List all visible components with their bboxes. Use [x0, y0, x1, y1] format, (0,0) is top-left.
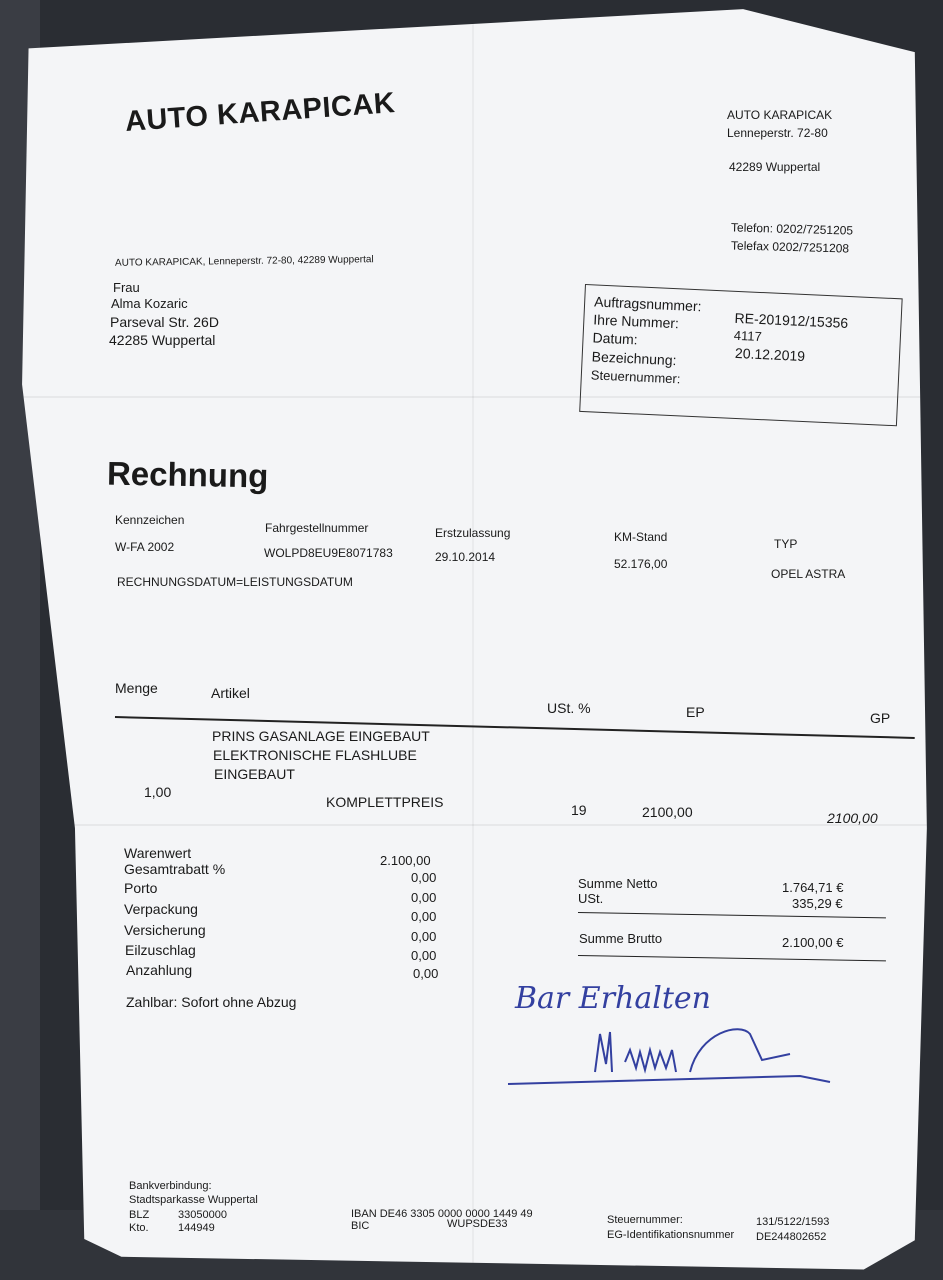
vehicle-header: TYP — [774, 537, 798, 551]
items-header: EP — [686, 704, 705, 720]
totals-rule — [578, 912, 886, 918]
recipient-name: Alma Kozaric — [111, 296, 188, 311]
your-number: 4117 — [733, 327, 763, 345]
signature-text: Bar Erhalten — [515, 981, 711, 1016]
netto-label: Summe Netto — [578, 876, 658, 891]
cost-value: 0,00 — [411, 929, 437, 944]
item-description: EINGEBAUT — [214, 766, 295, 782]
recipient-street: Parseval Str. 26D — [110, 314, 219, 330]
items-header: Artikel — [211, 685, 250, 701]
kto-label: Kto. — [129, 1222, 149, 1234]
cost-value: 0,00 — [411, 909, 437, 924]
item-detail: KOMPLETTPREIS — [326, 794, 444, 810]
eg-number: DE244802652 — [756, 1231, 827, 1243]
vehicle-header: KM-Stand — [614, 530, 668, 544]
company-street: Lenneperstr. 72-80 — [727, 126, 828, 140]
item-total-price: 2100,00 — [827, 810, 878, 826]
order-label: Ihre Nummer: — [593, 311, 680, 332]
netto-value: 1.764,71 € — [782, 880, 844, 895]
invoice-note: RECHNUNGSDATUM=LEISTUNGSDATUM — [117, 575, 353, 589]
sender-line: AUTO KARAPICAK, Lenneperstr. 72-80, 42289 Wuppertal — [114, 254, 374, 269]
vin-number: WOLPD8EU9E8071783 — [264, 546, 393, 560]
kto-value: 144949 — [178, 1222, 215, 1234]
item-quantity: 1,00 — [144, 784, 172, 800]
recipient-salutation: Frau — [113, 280, 140, 295]
item-description: ELEKTRONISCHE FLASHLUBE — [213, 747, 417, 763]
vat-value: 335,29 € — [792, 896, 843, 911]
order-date: 20.12.2019 — [734, 344, 806, 365]
cost-value: 0,00 — [411, 948, 437, 963]
recipient-city: 42285 Wuppertal — [109, 332, 216, 348]
blz-label: BLZ — [129, 1209, 150, 1221]
order-label: Bezeichnung: — [591, 348, 677, 369]
cost-label: Verpackung — [124, 901, 198, 917]
order-info-box — [579, 284, 902, 426]
company-logo: AUTO KARAPICAK — [124, 87, 397, 138]
tax-label: Steuernummer: — [607, 1214, 683, 1226]
cost-value: 0,00 — [413, 966, 439, 981]
company-phone: Telefon: 0202/7251205 — [730, 220, 854, 238]
cost-value: 0,00 — [411, 870, 437, 885]
first-registration: 29.10.2014 — [435, 550, 496, 564]
cost-label: Warenwert — [124, 845, 192, 861]
item-vat-rate: 19 — [571, 802, 587, 818]
company-name: AUTO KARAPICAK — [727, 108, 833, 122]
order-label: Datum: — [592, 329, 639, 348]
vat-label: USt. — [578, 891, 604, 906]
vehicle-header: Fahrgestellnummer — [265, 521, 369, 535]
cost-value: 2.100,00 — [380, 853, 431, 868]
brutto-value: 2.100,00 € — [782, 935, 844, 950]
item-description: PRINS GASANLAGE EINGEBAUT — [212, 728, 430, 744]
order-number: RE-201912/15356 — [734, 309, 849, 331]
eg-label: EG-Identifikationsnummer — [607, 1229, 735, 1241]
bank-title: Bankverbindung: — [129, 1180, 212, 1192]
tax-number: 131/5122/1593 — [756, 1216, 830, 1228]
cost-value: 0,00 — [411, 890, 437, 905]
bic-value: WUPSDE33 — [447, 1218, 508, 1230]
bic-label: BIC — [351, 1220, 370, 1232]
totals-rule — [578, 955, 886, 961]
vehicle-header: Erstzulassung — [435, 526, 511, 540]
items-header: Menge — [115, 680, 158, 696]
vehicle-header: Kennzeichen — [115, 513, 185, 527]
cost-label: Versicherung — [124, 922, 206, 938]
document-title: Rechnung — [106, 454, 269, 495]
company-city: 42289 Wuppertal — [729, 160, 821, 174]
vehicle-type: OPEL ASTRA — [771, 567, 846, 581]
cost-label: Eilzuschlag — [125, 942, 196, 958]
license-plate: W-FA 2002 — [115, 540, 175, 554]
cost-label: Gesamtrabatt % — [124, 861, 226, 877]
item-unit-price: 2100,00 — [642, 804, 693, 820]
signature-drawing — [500, 972, 840, 1092]
iban: IBAN DE46 3305 0000 0000 1449 49 — [351, 1208, 533, 1220]
cost-label: Porto — [124, 880, 158, 896]
items-header: USt. % — [547, 700, 591, 716]
order-label: Auftragsnummer: — [593, 293, 702, 315]
bank-name: Stadtsparkasse Wuppertal — [129, 1194, 258, 1206]
order-label: Steuernummer: — [590, 367, 681, 387]
payment-terms: Zahlbar: Sofort ohne Abzug — [126, 994, 297, 1010]
brutto-label: Summe Brutto — [579, 931, 663, 946]
blz-value: 33050000 — [178, 1209, 227, 1221]
items-header: GP — [870, 710, 891, 726]
mileage: 52.176,00 — [614, 557, 668, 571]
handwritten-signature — [500, 972, 840, 1097]
cost-label: Anzahlung — [126, 962, 193, 978]
company-fax: Telefax 0202/7251208 — [730, 238, 850, 256]
